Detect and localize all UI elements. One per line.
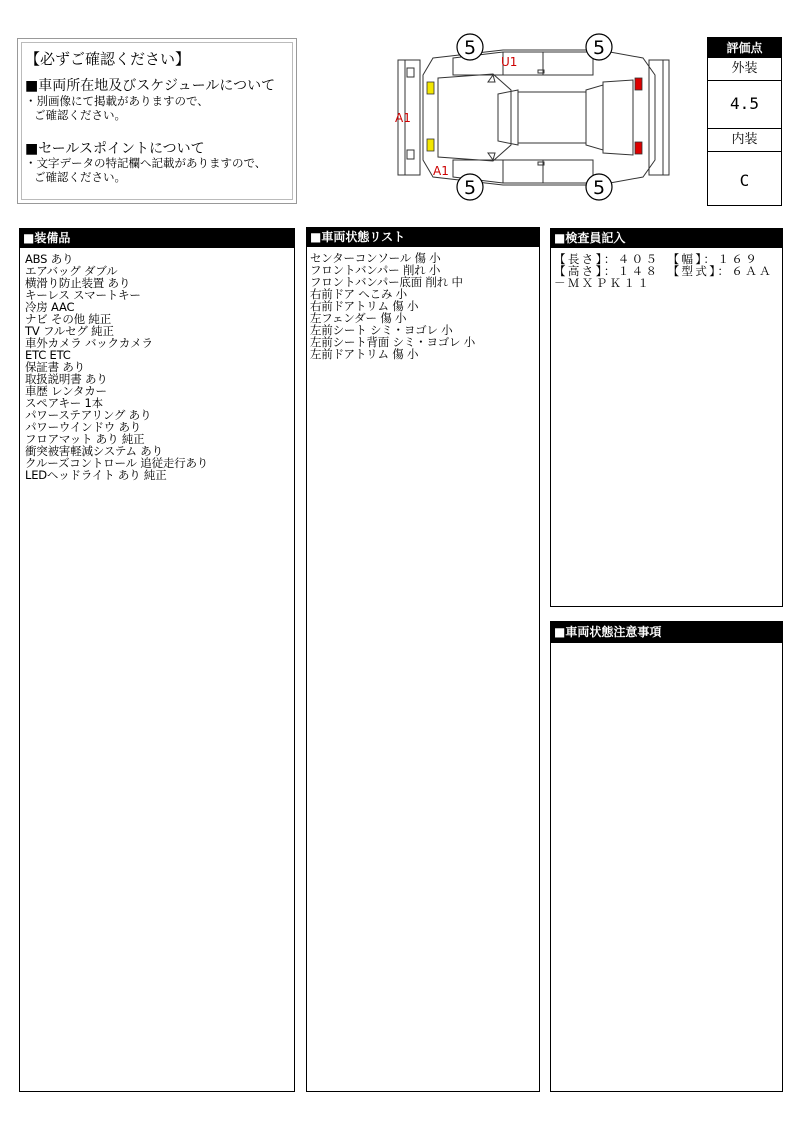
list-item: 保証書 あり	[25, 360, 85, 374]
wheel-score-circles	[457, 34, 612, 200]
list-item: パワーステアリング あり	[25, 408, 152, 422]
notice-section2-heading: ■セールスポイントについて	[25, 141, 205, 157]
notes-header: ■車両状態注意事項	[551, 622, 782, 643]
damage-mark-a1-front: A1	[395, 111, 411, 125]
list-item: ETC ETC	[25, 348, 71, 362]
list-item: キーレス スマートキー	[25, 288, 141, 302]
list-item: ナビ その他 純正	[25, 312, 112, 326]
list-item: 車歴 レンタカー	[25, 384, 107, 398]
equipment-panel	[19, 228, 295, 1092]
list-item: 横滑り防止装置 あり	[25, 276, 131, 290]
list-item: 左前ドアトリム 傷 小	[310, 347, 419, 361]
interior-label: 内装	[708, 129, 781, 152]
score-header: 評価点	[708, 38, 781, 58]
notice-section2-line2: ご確認ください。	[34, 170, 126, 184]
notes-panel	[550, 621, 783, 1092]
score-rear-right: 5	[592, 177, 606, 199]
list-item: 左前シート シミ・ヨゴレ 小	[310, 323, 453, 337]
notice-section1-line1: ・別画像にて掲載がありますので、	[25, 94, 209, 108]
list-item: 右前ドアトリム 傷 小	[310, 299, 419, 313]
list-item: ABS あり	[25, 252, 74, 266]
notice-section1-heading: ■車両所在地及びスケジュールについて	[25, 78, 276, 94]
score-rear-left: 5	[592, 37, 606, 59]
list-item: スペアキー 1本	[25, 396, 103, 410]
notice-section1-line2: ご確認ください。	[34, 108, 126, 122]
list-item: 右前ドア へこみ 小	[310, 287, 407, 301]
condition-list	[310, 252, 475, 360]
list-item: パワーウインドウ あり	[25, 420, 142, 434]
list-item: LEDヘッドライト あり 純正	[25, 468, 167, 482]
list-item: フロアマット あり 純正	[25, 432, 145, 446]
inspector-header: ■検査員記入	[551, 229, 782, 248]
taillight-left-marker	[635, 78, 642, 90]
list-item: 衝突被害軽減システム あり	[25, 444, 163, 458]
list-item: 車外カメラ バックカメラ	[25, 336, 153, 350]
list-item: センターコンソール 傷 小	[310, 251, 441, 265]
list-item: エアバッグ ダブル	[25, 264, 118, 278]
score-front-right: 5	[463, 177, 477, 199]
score-front-left: 5	[463, 37, 477, 59]
list-item: 取扱説明書 あり	[25, 372, 108, 386]
car-diagram	[393, 30, 675, 205]
list-item: 冷房 AAC	[25, 300, 75, 314]
list-item: フロントバンパー底面 削れ 中	[310, 275, 463, 289]
headlight-right-marker	[427, 139, 434, 151]
inspector-text: 【長さ】：４０５ 【幅】：１６９ 【高さ】：１４８ 【型式】：６ＡＡ－ＭＸＰＫ１１	[554, 252, 774, 290]
exterior-value: 4.5	[730, 94, 759, 113]
equipment-list	[25, 253, 208, 481]
damage-mark-u1: U1	[501, 55, 518, 69]
condition-panel	[306, 227, 540, 1092]
list-item: 左前シート背面 シミ・ヨゴレ 小	[310, 335, 476, 349]
list-item: 左フェンダー 傷 小	[310, 311, 407, 325]
notice-box	[17, 38, 297, 204]
headlight-left-marker	[427, 82, 434, 94]
notice-section2-line1: ・文字データの特記欄へ記載がありますので、	[25, 156, 267, 170]
list-item: フロントバンパー 削れ 小	[310, 263, 441, 277]
condition-header: ■車両状態リスト	[307, 228, 539, 247]
inspector-panel	[550, 228, 783, 607]
equipment-header: ■装備品	[20, 229, 294, 248]
taillight-right-marker	[635, 142, 642, 154]
exterior-label: 外装	[708, 58, 781, 81]
damage-mark-a1-side: A1	[433, 164, 449, 178]
notice-inner-border	[21, 42, 293, 200]
list-item: TV フルセグ 純正	[25, 324, 114, 338]
notice-title: 【必ずご確認ください】	[25, 50, 191, 68]
list-item: クルーズコントロール 追従走行あり	[25, 456, 209, 470]
interior-value: C	[739, 171, 750, 190]
score-box	[707, 37, 782, 206]
